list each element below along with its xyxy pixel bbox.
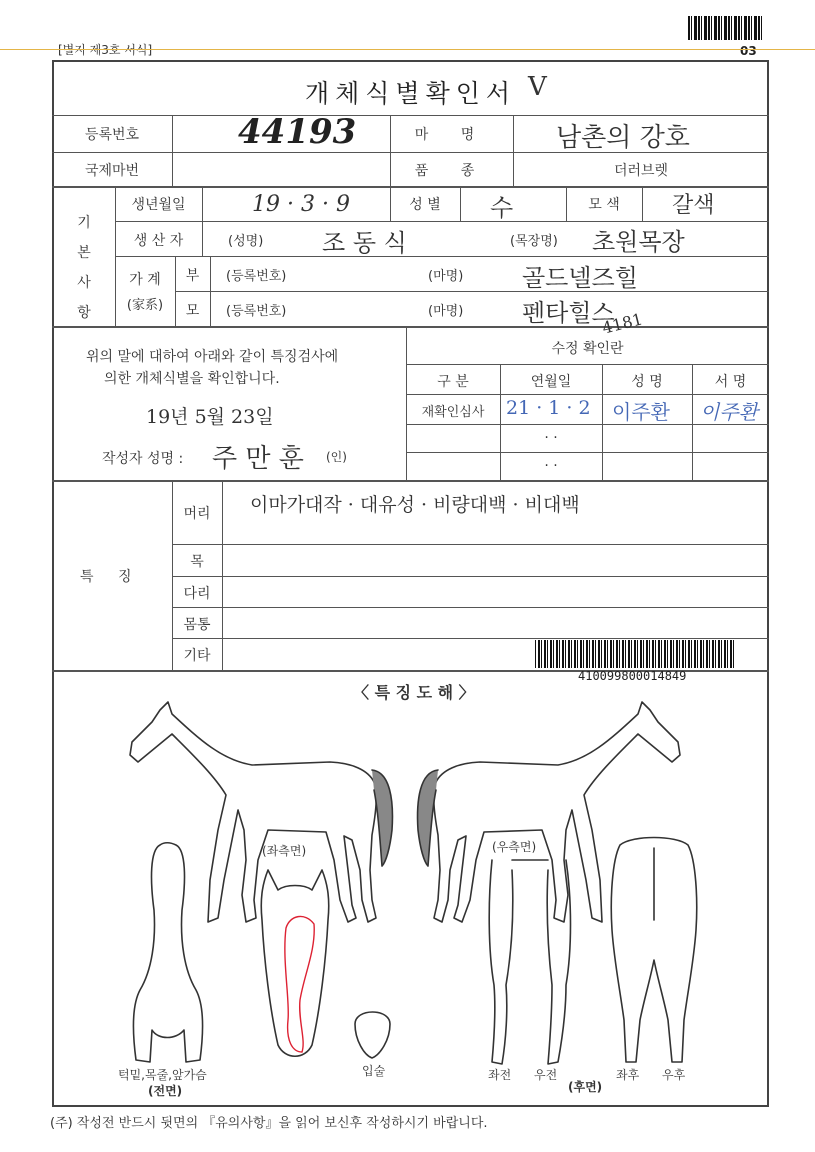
revision-row3-date: · · — [544, 458, 558, 474]
feature-body-label: 몸통 — [183, 617, 211, 633]
diagram-title: 〈 특 징 도 해 〉 — [353, 683, 475, 702]
footer-note: (주) 작성전 반드시 뒷면의 『유의사항』을 읽어 보신후 작성하시기 바랍니다. — [50, 1116, 488, 1131]
barcode-number: 410099800014849 — [578, 669, 687, 683]
revision-col-type: 구 분 — [437, 374, 469, 390]
muzzle-label: 입술 — [362, 1064, 386, 1078]
dam-name-value: 펜타힐스 — [522, 299, 615, 327]
farm-name-sublabel: (목장명) — [510, 234, 558, 249]
breeder-label: 생 산 자 — [133, 233, 184, 249]
front-right-label: 우전 — [534, 1068, 558, 1082]
writer-name: 주 만 훈 — [212, 444, 304, 474]
hind-left-label: 좌후 — [616, 1068, 640, 1082]
revision-row2-date: · · — [544, 430, 558, 446]
features-label: 특 징 — [80, 569, 142, 585]
front-view-horse — [133, 843, 202, 1062]
writer-seal: (인) — [326, 450, 347, 464]
muzzle-view — [355, 1012, 390, 1058]
breeder-name-value: 조 동 식 — [322, 229, 407, 257]
document-title: 개체식별확인서 — [304, 79, 517, 108]
horse-name-value: 남촌의 강호 — [556, 123, 690, 153]
coat-label: 모 색 — [588, 197, 620, 213]
breeder-name-sublabel: (성명) — [228, 234, 264, 249]
front-legs — [489, 860, 570, 1064]
dam-label: 모 — [185, 303, 200, 319]
sex-value: 수 — [490, 194, 514, 222]
dam-regno-sublabel: (등록번호) — [226, 304, 287, 319]
confirm-text-line1: 위의 말에 대하여 아래와 같이 특징검사에 — [86, 349, 339, 365]
front-parts-label: 턱밑,목줄,앞가슴 — [118, 1068, 207, 1082]
revision-row1-sign: 이주환 — [700, 400, 758, 424]
farm-name-value: 초원목장 — [592, 228, 685, 256]
confirm-text-line2: 의한 개체식별을 확인합니다. — [104, 371, 280, 387]
feature-legs-label: 다리 — [183, 586, 211, 602]
sire-name-value: 골드넬즈힐 — [522, 264, 638, 292]
breed-value: 더러브렛 — [613, 163, 669, 179]
feature-neck-label: 목 — [190, 554, 204, 570]
sire-label: 부 — [185, 268, 200, 284]
breed-label: 품 종 — [414, 163, 489, 179]
page-number: 03 — [740, 44, 757, 58]
revision-row1-type: 재확인심사 — [421, 405, 485, 420]
sire-regno-sublabel: (등록번호) — [226, 269, 287, 284]
reg-no-value: 44193 — [238, 112, 357, 152]
left-side-label: (좌측면) — [262, 844, 307, 858]
rear-view-label: (후면) — [568, 1080, 603, 1094]
feature-head-label: 머리 — [183, 506, 211, 522]
birth-label: 생년월일 — [131, 197, 186, 213]
check-mark: V — [528, 72, 547, 102]
sex-label: 성 별 — [409, 197, 441, 213]
lineage-hanja: (家系) — [126, 298, 164, 313]
left-side-horse — [130, 702, 376, 922]
basic-section-label: 기본사항 — [77, 215, 91, 321]
horse-name-label: 마 명 — [414, 127, 489, 143]
right-side-horse — [434, 702, 680, 922]
writer-label: 작성자 성명 : — [102, 451, 184, 467]
reg-no-label: 등록번호 — [84, 127, 140, 143]
birth-value: 19 · 3 · 9 — [252, 192, 350, 217]
head-front — [261, 870, 329, 1056]
feature-head-value: 이마가대작 · 대유성 · 비량대백 · 비대백 — [250, 494, 580, 516]
hind-right-label: 우후 — [662, 1068, 686, 1082]
front-left-label: 좌전 — [488, 1068, 512, 1082]
confirm-date: 19년 5월 23일 — [146, 406, 274, 428]
rear-view-horse — [611, 838, 696, 1063]
head-marking — [285, 916, 314, 1052]
revision-col-sign: 서 명 — [714, 374, 747, 390]
dam-name-sublabel: (마명) — [428, 304, 464, 319]
front-view-label: (전면) — [148, 1084, 183, 1098]
revision-row1-date: 21 · 1 · 2 — [506, 397, 591, 419]
revision-col-name: 성 명 — [631, 374, 663, 390]
dam-note: 4181 — [600, 309, 645, 338]
sire-name-sublabel: (마명) — [428, 269, 464, 284]
lineage-label: 가 계 — [129, 272, 161, 288]
coat-value: 갈색 — [672, 193, 715, 218]
feature-other-label: 기타 — [183, 648, 211, 664]
revision-title: 수정 확인란 — [551, 341, 624, 357]
right-side-label: (우측면) — [492, 840, 537, 854]
form-number: [별지 제3호 서식] — [58, 43, 153, 57]
intl-no-label: 국제마번 — [84, 163, 140, 179]
revision-row1-name: 이주환 — [612, 400, 670, 424]
revision-col-date: 연월일 — [530, 374, 572, 390]
